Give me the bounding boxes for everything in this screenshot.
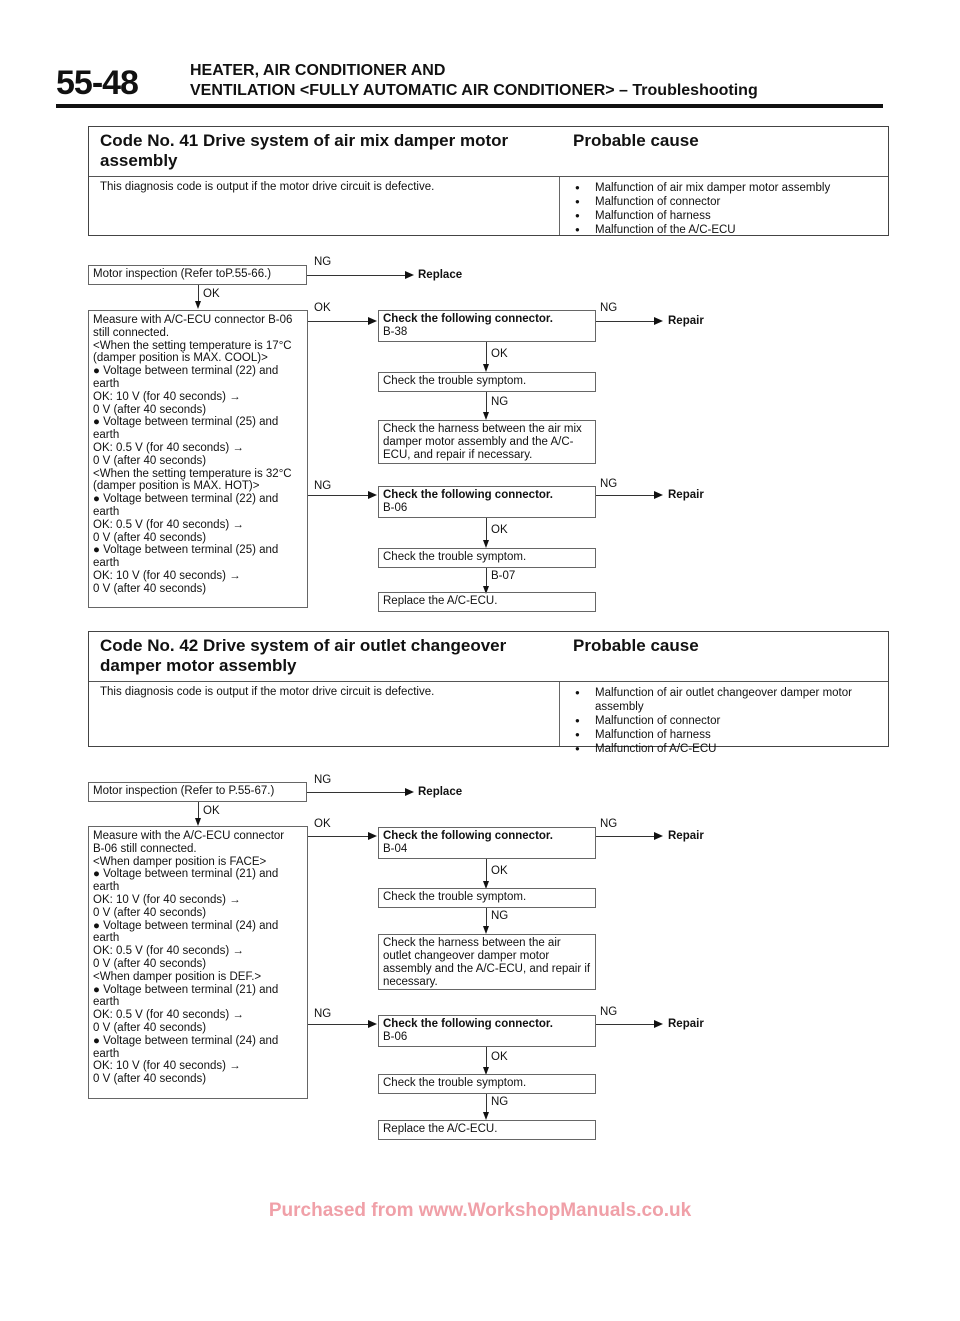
measure-line: 0 V (after 40 seconds) [93,1021,207,1034]
measure-line: earth [93,932,120,945]
measure-line: OK: 10 V (for 40 seconds) → [93,893,241,906]
arrow-down-icon [483,364,489,372]
measure-line: earth [93,505,120,518]
check-harness-box: Check the harness between the air mix damper motor assembly and the A/C-ECU, and repair if necessary. [378,420,596,464]
check-harness-box: Check the harness between the air outlet changeover damper motor assembly and the A/C-ECU, and repair if necessary. [378,934,596,990]
replace-label: Replace [418,269,463,281]
code-41-header [89,127,888,177]
measure-line: OK: 10 V (for 40 seconds) → [93,1060,241,1073]
measure-line: <When damper position is FACE> [93,855,267,868]
ng-label: NG [600,818,618,830]
ng-label: NG [314,256,332,268]
measure-line: <When the setting temperature is 32°C [93,467,292,480]
replace-ecu-box: Replace the A/C-ECU. [378,1120,596,1140]
measure-line: 0 V (after 40 seconds) [93,582,207,595]
code-41-probable-cause-label: Probable cause [573,131,699,150]
measure-line: 0 V (after 40 seconds) [93,1073,207,1086]
arrow-right-icon [368,317,377,325]
measure-line: ● Voltage between terminal (21) and [93,868,279,881]
flow-line [596,836,654,837]
cause-item: ● Malfunction of connector [575,195,875,209]
arrow-right-icon [654,491,663,499]
arrow-right-icon [368,491,377,499]
cause-item: ● Malfunction of connector [575,714,875,728]
measure-line: ● Voltage between terminal (22) and [93,493,279,506]
measure-line: 0 V (after 40 seconds) [93,906,207,919]
check-trouble-box: Check the trouble symptom. [378,1074,596,1094]
check-connector-text: Check the following connector. [383,1018,553,1030]
arrow-down-icon [195,301,201,309]
flow-line [308,1024,368,1025]
ok-label: OK [203,288,220,300]
flow-line [486,908,487,928]
flow-line [486,342,487,366]
measure-line: <When damper position is DEF.> [93,970,262,983]
measure-line: ● Voltage between terminal (25) and [93,544,279,557]
repair-label: Repair [668,315,704,327]
check-connector-text: Check the following connector. [383,489,553,501]
arrow-right-icon [654,1020,663,1028]
measure-line: ● Voltage between terminal (24) and [93,1034,279,1047]
measure-text [93,830,313,1086]
measure-line: (damper position is MAX. HOT)> [93,480,260,493]
measure-line: B-06 still connected. [93,842,197,855]
b07-label: B-07 [491,570,516,582]
arrow-right-icon [654,317,663,325]
measure-line: earth [93,996,120,1009]
section-title-line2: VENTILATION <FULLY AUTOMATIC AIR CONDITIONER> – Troubleshooting [190,82,758,99]
measure-line: ● Voltage between terminal (25) and [93,416,279,429]
code-41-description: This diagnosis code is output if the motor drive circuit is defective. [100,181,435,193]
flow-line [596,1024,654,1025]
ng-label: NG [491,1096,509,1108]
code-42-header [89,632,888,682]
measure-line: 0 V (after 40 seconds) [93,454,207,467]
flow-line [486,859,487,883]
ng-label: NG [600,478,618,490]
measure-line: ● Voltage between terminal (21) and [93,983,279,996]
check-connector-box [378,827,596,859]
connector-id: B-06 [383,502,408,514]
arrow-right-icon [405,271,414,279]
check-connector-text: Check the following connector. [383,830,553,842]
cause-item: ● Malfunction of the A/C-ECU [575,223,875,237]
arrow-right-icon [368,832,377,840]
cause-item: ● Malfunction of harness [575,209,875,223]
cause-item: ● Malfunction of A/C-ECU [575,742,875,756]
code-41-body [89,177,888,235]
measure-line: (damper position is MAX. COOL)> [93,352,268,365]
measure-line: OK: 0.5 V (for 40 seconds) → [93,1009,244,1022]
code-41-title: Code No. 41 Drive system of air mix damper motor assembly [100,131,509,170]
flow-line [486,518,487,542]
ok-label: OK [491,348,508,360]
measure-line: Measure with A/C-ECU connector B-06 [93,314,293,326]
arrow-right-icon [405,788,414,796]
flow-line [486,568,487,588]
ng-label: NG [600,1006,618,1018]
connector-id: B-38 [383,326,408,338]
code-42-box [88,631,889,755]
flow-line [486,1094,487,1114]
ng-label: NG [600,302,618,314]
code-41-cause-list [575,181,875,237]
ng-label: NG [314,480,332,492]
check-connector-box [378,486,596,518]
measure-line: OK: 0.5 V (for 40 seconds) → [93,945,244,958]
measure-line: earth [93,429,120,442]
measure-line: Measure with the A/C-ECU connector [93,830,285,842]
ok-label: OK [314,818,331,830]
repair-label: Repair [668,489,704,501]
measure-line: <When the setting temperature is 17°C [93,339,292,352]
measure-line: earth [93,1047,120,1060]
flow-line [308,836,368,837]
cause-item: ● Malfunction of air mix damper motor assembly [575,181,875,195]
ng-label: NG [491,910,509,922]
ok-label: OK [491,865,508,877]
arrow-down-icon [483,412,489,420]
arrow-down-icon [483,1112,489,1120]
check-trouble-box: Check the trouble symptom. [378,888,596,908]
connector-id: B-04 [383,843,408,855]
header-rule [56,104,883,108]
arrow-right-icon [368,1020,377,1028]
ng-label: NG [314,1008,332,1020]
arrow-down-icon [483,540,489,548]
measure-text [93,314,313,596]
arrow-down-icon [195,818,201,826]
flow-line [596,321,654,322]
measure-line: 0 V (after 40 seconds) [93,531,207,544]
page-number: 55-48 [56,64,138,102]
flow-line [307,792,405,793]
check-connector-box [378,310,596,342]
motor-inspection-box: Motor inspection (Refer to P.55-67.) [88,782,307,802]
code-41-divider [559,177,560,235]
code-42-divider [559,682,560,746]
flow-line [308,495,368,496]
code-42-description: This diagnosis code is output if the motor drive circuit is defective. [100,686,435,698]
ok-label: OK [314,302,331,314]
connector-id: B-06 [383,1031,408,1043]
measure-line: earth [93,557,120,570]
code-42-probable-cause-label: Probable cause [573,636,699,655]
code-41-box [88,126,889,236]
measure-line: 0 V (after 40 seconds) [93,957,207,970]
code-42-cause-list [575,686,875,756]
footer-watermark[interactable]: Purchased from www.WorkshopManuals.co.uk [268,1200,692,1221]
check-trouble-box: Check the trouble symptom. [378,548,596,568]
measure-line: earth [93,881,120,894]
code-42-body [89,682,888,755]
repair-label: Repair [668,830,704,842]
flow-line [307,275,405,276]
ng-label: NG [314,774,332,786]
measure-line: OK: 10 V (for 40 seconds) → [93,569,241,582]
measure-line: earth [93,377,120,390]
flow-line [486,392,487,414]
ok-label: OK [491,1051,508,1063]
measure-line: still connected. [93,326,170,339]
ng-label: NG [491,396,509,408]
check-connector-text: Check the following connector. [383,313,553,325]
repair-label: Repair [668,1018,704,1030]
check-trouble-box: Check the trouble symptom. [378,372,596,392]
section-title-line1: HEATER, AIR CONDITIONER AND [190,62,446,79]
check-connector-box [378,1015,596,1047]
measure-line: OK: 0.5 V (for 40 seconds) → [93,518,244,531]
cause-item: ● Malfunction of air outlet changeover damper motor assembly [575,686,875,714]
replace-label: Replace [418,786,463,798]
measure-line: OK: 0.5 V (for 40 seconds) → [93,441,244,454]
arrow-down-icon [483,926,489,934]
flow-line [596,495,654,496]
arrow-right-icon [654,832,663,840]
flow-line [486,1047,487,1069]
flow-line [308,321,368,322]
code-42-title: Code No. 42 Drive system of air outlet changeover damper motor assembly [100,636,507,675]
ok-label: OK [491,524,508,536]
motor-inspection-box: Motor inspection (Refer toP.55-66.) [88,265,307,285]
measure-line: ● Voltage between terminal (22) and [93,365,279,378]
replace-ecu-box: Replace the A/C-ECU. [378,592,596,612]
measure-line: 0 V (after 40 seconds) [93,403,207,416]
measure-line: ● Voltage between terminal (24) and [93,919,279,932]
measure-line: OK: 10 V (for 40 seconds) → [93,390,241,403]
cause-item: ● Malfunction of harness [575,728,875,742]
ok-label: OK [203,805,220,817]
